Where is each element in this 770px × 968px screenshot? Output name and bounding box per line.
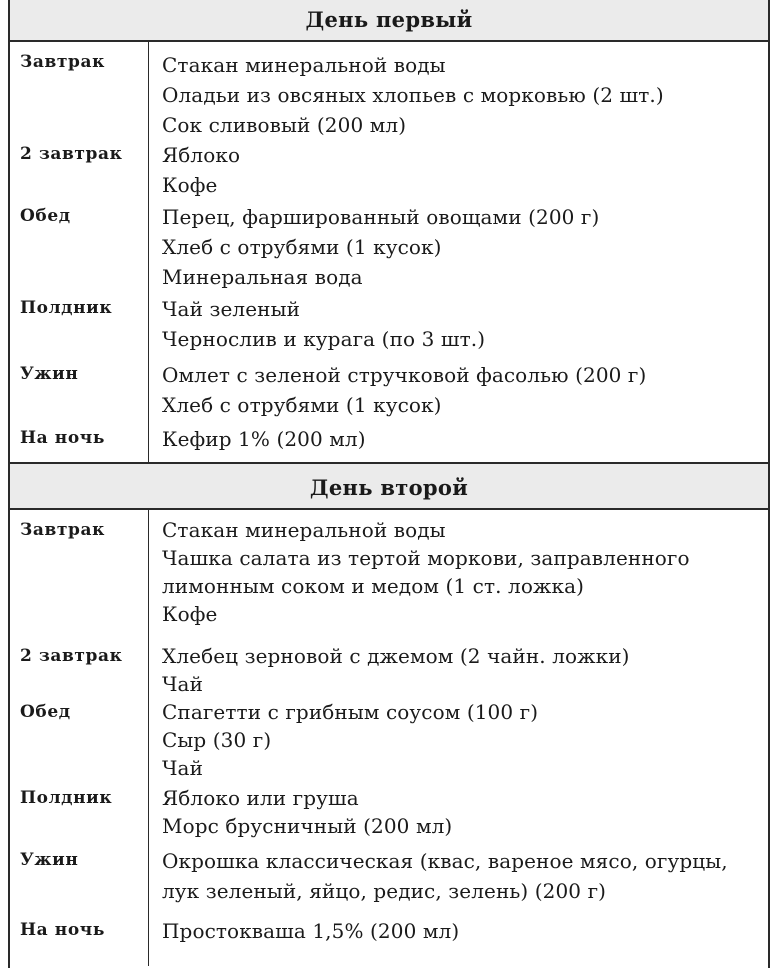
meal-label-breakfast: Завтрак bbox=[20, 52, 105, 72]
menu-table bbox=[8, 0, 770, 968]
meal-item: Яблоко bbox=[162, 143, 241, 167]
meal-label-lunch: Обед bbox=[20, 702, 71, 722]
meal-item: Чернослив и курага (по 3 шт.) bbox=[162, 327, 486, 351]
meal-items-snack bbox=[162, 294, 760, 354]
meal-item: Яблоко или груша bbox=[162, 786, 359, 810]
column-divider bbox=[148, 510, 149, 966]
meal-label-second-breakfast: 2 завтрак bbox=[20, 144, 123, 164]
day-2-title: День второй bbox=[10, 462, 768, 510]
meal-item: лимонным соком и медом (1 ст. ложка) bbox=[162, 574, 585, 598]
meal-items-breakfast bbox=[162, 50, 760, 140]
day-1-body bbox=[10, 42, 768, 462]
meal-item: Чашка салата из тертой моркови, заправленного bbox=[162, 546, 690, 570]
meal-label-dinner: Ужин bbox=[20, 364, 79, 384]
meal-items-second-breakfast bbox=[162, 140, 760, 200]
meal-items-night bbox=[162, 916, 760, 946]
meal-item: Чай bbox=[162, 756, 204, 780]
meal-label-night: На ночь bbox=[20, 428, 105, 448]
meal-item: Сок сливовый (200 мл) bbox=[162, 113, 407, 137]
meal-item: лук зеленый, яйцо, редис, зелень) (200 г) bbox=[162, 879, 607, 903]
meal-item: Кофе bbox=[162, 173, 218, 197]
meal-item: Спагетти с грибным соусом (100 г) bbox=[162, 700, 539, 724]
meal-item: Сыр (30 г) bbox=[162, 728, 272, 752]
meal-items-second-breakfast bbox=[162, 642, 760, 698]
meal-item: Стакан минеральной воды bbox=[162, 53, 446, 77]
meal-item: Оладьи из овсяных хлопьев с морковью (2 шт.) bbox=[162, 83, 664, 107]
meal-item: Хлеб с отрубями (1 кусок) bbox=[162, 235, 442, 259]
day-1-title: День первый bbox=[10, 0, 768, 42]
meal-items-lunch bbox=[162, 698, 760, 782]
meal-item: Перец, фаршированный овощами (200 г) bbox=[162, 205, 600, 229]
meal-label-snack: Полдник bbox=[20, 788, 113, 808]
meal-item: Минеральная вода bbox=[162, 265, 363, 289]
meal-item: Кефир 1% (200 мл) bbox=[162, 427, 366, 451]
meal-item: Окрошка классическая (квас, вареное мясо, огурцы, bbox=[162, 849, 728, 873]
meal-items-breakfast bbox=[162, 516, 760, 628]
column-divider bbox=[148, 42, 149, 462]
meal-label-dinner: Ужин bbox=[20, 850, 79, 870]
day-2-body bbox=[10, 510, 768, 966]
meal-item: Хлебец зерновой с джемом (2 чайн. ложки) bbox=[162, 644, 630, 668]
meal-label-snack: Полдник bbox=[20, 298, 113, 318]
meal-items-lunch bbox=[162, 202, 760, 292]
meal-label-night: На ночь bbox=[20, 920, 105, 940]
meal-label-lunch: Обед bbox=[20, 206, 71, 226]
meal-label-second-breakfast: 2 завтрак bbox=[20, 646, 123, 666]
meal-item: Простокваша 1,5% (200 мл) bbox=[162, 919, 460, 943]
meal-item: Чай зеленый bbox=[162, 297, 301, 321]
meal-item: Стакан минеральной воды bbox=[162, 518, 446, 542]
meal-item: Омлет с зеленой стручковой фасолью (200 г) bbox=[162, 363, 647, 387]
meal-label-breakfast: Завтрак bbox=[20, 520, 105, 540]
meal-items-dinner bbox=[162, 360, 760, 420]
meal-item: Чай bbox=[162, 672, 204, 696]
meal-items-snack bbox=[162, 784, 760, 840]
meal-items-night bbox=[162, 424, 760, 454]
meal-item: Хлеб с отрубями (1 кусок) bbox=[162, 393, 442, 417]
meal-items-dinner bbox=[162, 846, 760, 906]
meal-item: Кофе bbox=[162, 602, 218, 626]
meal-item: Морс брусничный (200 мл) bbox=[162, 814, 453, 838]
